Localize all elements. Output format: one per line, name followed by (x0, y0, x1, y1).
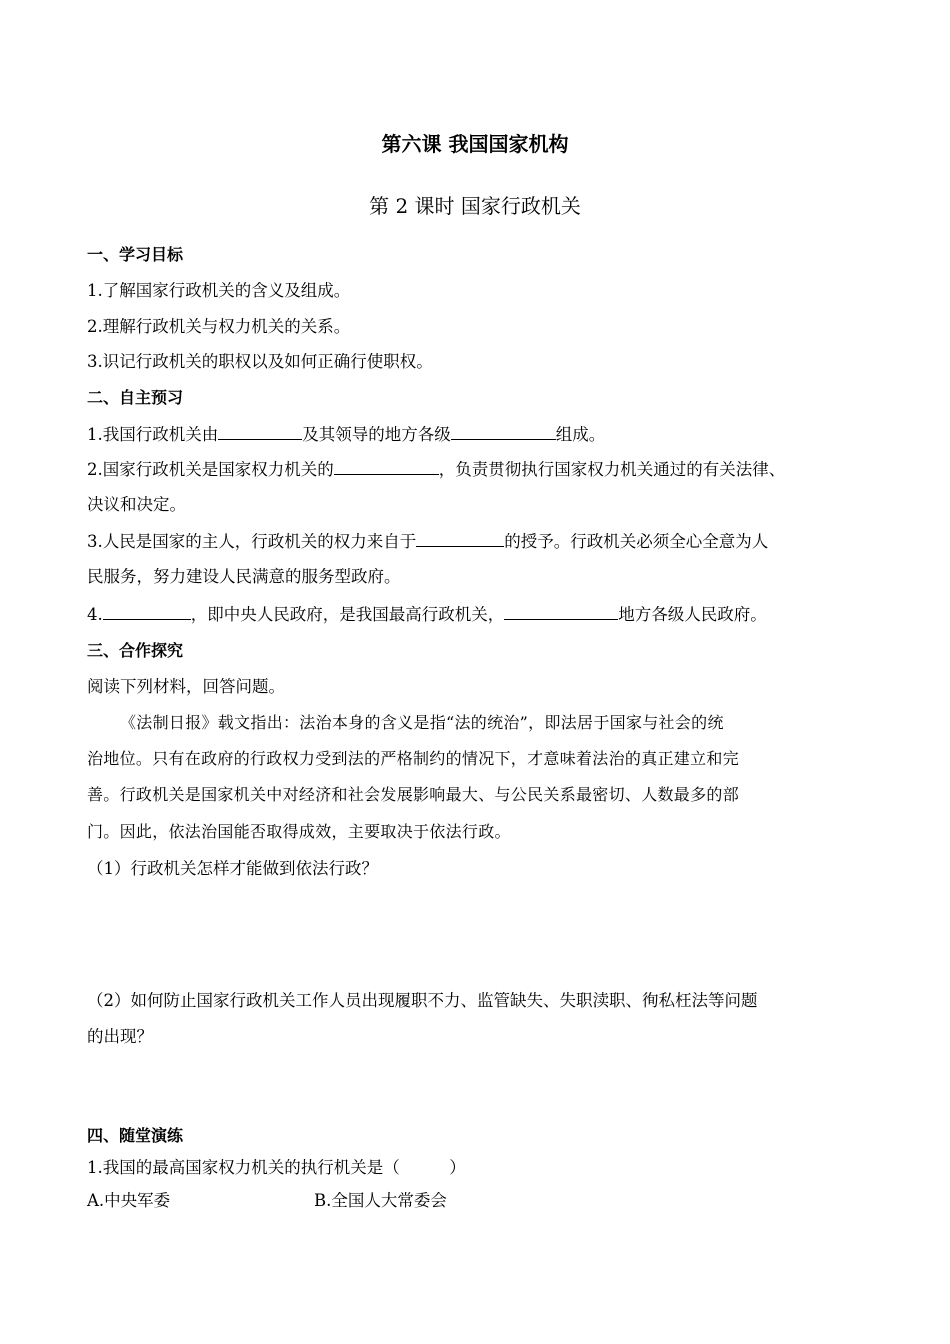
section-heading-inquiry: 三、合作探究 (87, 641, 184, 660)
preview-question-4: 4. ，即中央人民政府，是我国最高行政机关， 地方各级人民政府。 (87, 602, 767, 627)
lesson-title: 第六课 我国国家机构 (381, 132, 569, 156)
inquiry-question-2: （2）如何防止国家行政机关工作人员出现履职不力、监管缺失、失职渎职、徇私枉法等问题 (87, 991, 758, 1010)
material-paragraph-line: 善。行政机关是国家机关中对经济和社会发展影响最大、与公民关系最密切、人数最多的部 (87, 785, 740, 804)
section-heading-objectives: 一、学习目标 (87, 245, 184, 264)
preview-question-1: 1.我国行政机关由 及其领导的地方各级 组成。 (87, 422, 605, 447)
preview-question-3: 3.人民是国家的主人，行政机关的权力来自于 的授予。行政机关必须全心全意为人 (87, 529, 768, 554)
inquiry-question-1: （1）行政机关怎样才能做到依法行政？ (87, 859, 378, 878)
option-a[interactable]: A.中央军委 (87, 1191, 171, 1210)
objective-item: 3.识记行政机关的职权以及如何正确行使职权。 (87, 352, 433, 371)
fill-blank[interactable] (334, 457, 439, 475)
material-paragraph-line: 治地位。只有在政府的行政权力受到法的严格制约的情况下，才意味着法治的真正建立和完 (87, 749, 740, 768)
section-heading-preview: 二、自主预习 (87, 388, 184, 407)
section-heading-practice: 四、随堂演练 (87, 1126, 184, 1145)
inquiry-intro: 阅读下列材料，回答问题。 (87, 677, 285, 696)
material-paragraph-line: 门。因此，依法治国能否取得成效，主要取决于依法行政。 (87, 822, 511, 841)
fill-blank[interactable] (451, 422, 556, 440)
material-paragraph-line: 《法制日报》载文指出：法治本身的含义是指“法的统治”，即法居于国家与社会的统 (120, 713, 724, 732)
fill-blank[interactable] (416, 529, 504, 547)
fill-blank[interactable] (103, 602, 191, 620)
objective-item: 2.理解行政机关与权力机关的关系。 (87, 317, 351, 336)
preview-question-2: 2.国家行政机关是国家权力机关的 ，负责贯彻执行国家权力机关通过的有关法律、 (87, 457, 785, 482)
fill-blank[interactable] (504, 602, 618, 620)
practice-question-1: 1.我国的最高国家权力机关的执行机关是（ ） (87, 1158, 466, 1177)
option-b[interactable]: B.全国人大常委会 (314, 1191, 447, 1210)
objective-item: 1.了解国家行政机关的含义及组成。 (87, 281, 351, 300)
inquiry-question-2-cont: 的出现？ (87, 1027, 153, 1046)
fill-blank[interactable] (218, 422, 302, 440)
practice-options (87, 1189, 170, 1213)
lesson-subtitle: 第 2 课时 国家行政机关 (369, 194, 581, 218)
preview-question-2-cont: 决议和决定。 (87, 495, 186, 514)
preview-question-3-cont: 民服务，努力建设人民满意的服务型政府。 (87, 567, 401, 586)
